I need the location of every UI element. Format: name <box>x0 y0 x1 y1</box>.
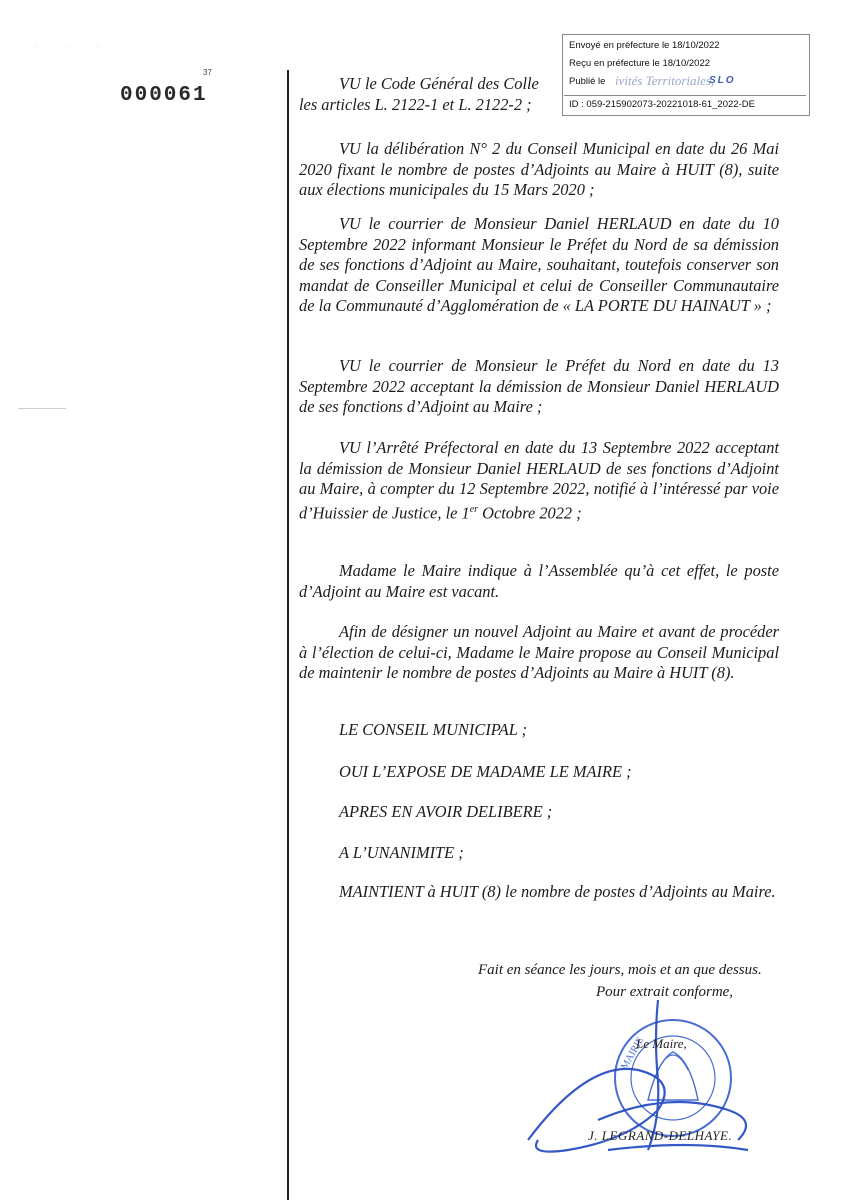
closing-line-1: Fait en séance les jours, mois et an que dessus. <box>478 962 762 978</box>
p5-text-b: Octobre 2022 ; <box>478 502 582 522</box>
decision-deliberated: APRES EN AVOIR DELIBERE ; <box>339 802 553 821</box>
stamp-id-box <box>564 95 806 113</box>
paragraph-proposal <box>299 622 779 684</box>
slo-logo: SLO <box>709 75 736 86</box>
p5-text-a: VU l’Arrêté Préfectoral en date du 13 Septembre 2022 acceptant la démission de Monsieur Daniel HERLAUD de ses fonctions d’Adjoint au Maire, à compter du 12 Septembre 2022, notifié à l’intéressé par voie d’Huissier de Justice, le 1 <box>299 438 779 522</box>
decision-unanimity: A L’UNANIMITE ; <box>339 843 464 862</box>
decision-council: LE CONSEIL MUNICIPAL ; <box>339 720 528 739</box>
p4-text: VU le courrier de Monsieur le Préfet du Nord en date du 13 Septembre 2022 acceptant la démission de Monsieur Daniel HERLAUD de ses fonctions d’Adjoint au Maire ; <box>299 356 779 416</box>
seal-ring-text: MAIRIE <box>619 1035 647 1072</box>
stamp-sent: Envoyé en préfecture le 18/10/2022 <box>569 40 720 51</box>
closing-line-2: Pour extrait conforme, <box>596 984 734 1000</box>
stamp-id: ID : 059-215902073-20221018-61_2022-DE <box>569 99 755 110</box>
stamp-received: Reçu en préfecture le 18/10/2022 <box>569 58 711 69</box>
decision-heard: OUI L’EXPOSE DE MADAME LE MAIRE ; <box>339 762 632 781</box>
paragraph-deliberation <box>299 139 779 201</box>
page-number: 000061 <box>120 84 208 107</box>
stamp-published: Publié le <box>569 76 606 87</box>
mayor-label: Le Maire, <box>636 1036 687 1051</box>
p5-sup: er <box>469 503 479 515</box>
paragraph-courrier-herlaud <box>299 214 779 317</box>
p7-text: Afin de désigner un nouvel Adjoint au Maire et avant de procéder à l’élection de celui-ci, Madame le Maire propose au Conseil Municipal de maintenir le nombre de postes d’Adjoints au Maire à HUIT (8). <box>299 622 779 682</box>
paragraph-courrier-prefet <box>299 356 779 418</box>
margin-rule <box>287 70 289 1200</box>
stamp-overlay-text: ivités Territoriales, <box>615 73 715 88</box>
p2-text: VU la délibération N° 2 du Conseil Municipal en date du 26 Mai 2020 fixant le nombre de postes d’Adjoints au Maire à HUIT (8), suite aux élections municipales du 15 Mars 2020 ; <box>299 139 779 199</box>
scan-artifact-line <box>18 408 66 409</box>
prefecture-stamp <box>562 34 810 116</box>
p1-end: les articles L. 2122-1 et L. 2122-2 ; <box>299 94 532 114</box>
mayor-seal-icon <box>508 1000 808 1180</box>
scan-dots: · · · <box>34 44 113 50</box>
paragraph-maintains <box>299 882 779 903</box>
p6-text: Madame le Maire indique à l’Assemblée qu’à cet effet, le poste d’Adjoint au Maire est vacant. <box>299 561 779 601</box>
mayor-name: J. LEGRAND-DELHAYE. <box>588 1128 733 1143</box>
p8-text: MAINTIENT à HUIT (8) le nombre de postes d’Adjoints au Maire. <box>339 882 776 901</box>
page-number-mark: 37 <box>203 68 212 77</box>
paragraph-arrete <box>299 438 779 523</box>
paragraph-vacancy <box>299 561 779 602</box>
signature-area <box>508 1000 808 1180</box>
p1-start: VU le Code Général des Colle <box>339 74 539 93</box>
p3-text: VU le courrier de Monsieur Daniel HERLAUD en date du 10 Septembre 2022 informant Monsieur le Préfet du Nord de sa démission de ses fonctions d’Adjoint au Maire, souhaitant, toutefois conserver son mandat de Conseiller Municipal et celui de Conseiller Communautaire de la Communauté d’Agglomération de « LA PORTE DU HAINAUT » ; <box>299 214 779 315</box>
